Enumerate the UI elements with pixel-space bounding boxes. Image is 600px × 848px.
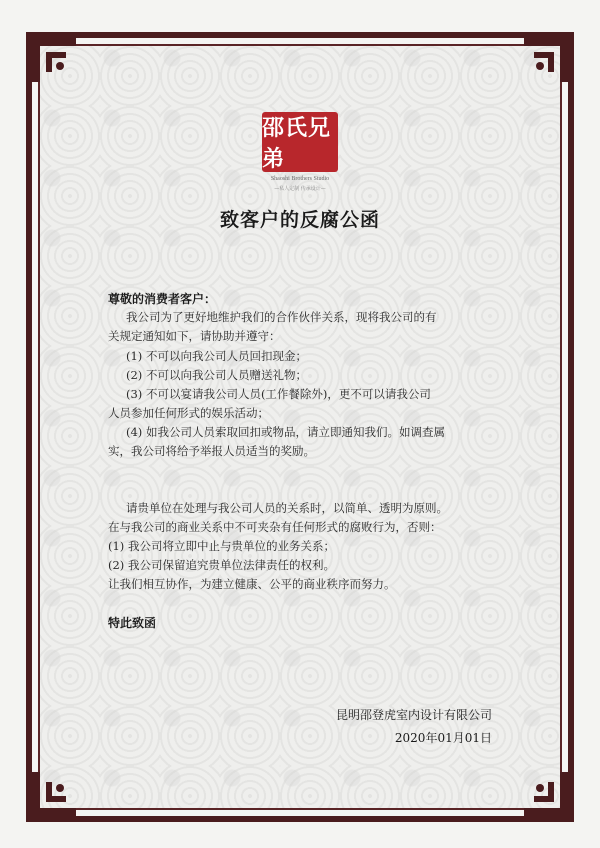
closing-phrase: 特此致函 — [108, 616, 157, 630]
paragraph-2-line-1: 请贵单位在处理与我公司人员的关系时，以简单、透明为原则。 — [126, 501, 448, 515]
company-name: 昆明邵登虎室内设计有限公司 — [335, 708, 492, 722]
corner-ornament-bottom-right — [504, 752, 574, 822]
corner-ornament-top-right — [504, 32, 574, 102]
rule-item-1: (1) 不可以向我公司人员回扣现金； — [126, 349, 307, 363]
logo-tagline: —私人定制 传承设计— — [274, 186, 326, 192]
salutation: 尊敬的消费者客户： — [108, 292, 217, 306]
rule-item-2: (2) 不可以向我公司人员赠送礼物； — [126, 368, 307, 382]
rule-item-4-line-1: (4) 如我公司人员索取回扣或物品，请立即通知我们。如调查属 — [126, 425, 445, 439]
logo-characters: 邵氏兄弟 — [262, 116, 332, 172]
company-logo — [262, 112, 338, 172]
intro-line-2: 关规定通知如下，请协助并遵守： — [108, 329, 281, 343]
letter-title: 致客户的反腐公函 — [219, 209, 380, 231]
paragraph-2-line-2: 在与我公司的商业关系中不可夹杂有任何形式的腐败行为，否则： — [108, 520, 442, 534]
logo-english-name: Shaoshi Brothers Studio — [270, 176, 330, 182]
paragraph-2-line-5: 让我们相互协作，为建立健康、公平的商业秩序而努力。 — [108, 577, 396, 591]
rule-item-3-line-2: 人员参加任何形式的娱乐活动； — [108, 406, 269, 420]
paragraph-2-line-3: (1) 我公司将立即中止与贵单位的业务关系； — [108, 539, 335, 553]
rule-item-4-line-2: 实，我公司将给予举报人员适当的奖励。 — [108, 444, 315, 458]
letter-date: 2020年01月01日 — [394, 731, 492, 745]
rule-item-3-line-1: (3) 不可以宴请我公司人员(工作餐除外)，更不可以请我公司 — [126, 387, 431, 401]
intro-line-1: 我公司为了更好地维护我们的合作伙伴关系，现将我公司的有 — [126, 310, 437, 324]
paragraph-2-line-4: (2) 我公司保留追究贵单位法律责任的权利。 — [108, 558, 335, 572]
corner-ornament-bottom-left — [26, 752, 96, 822]
corner-ornament-top-left — [26, 32, 96, 102]
